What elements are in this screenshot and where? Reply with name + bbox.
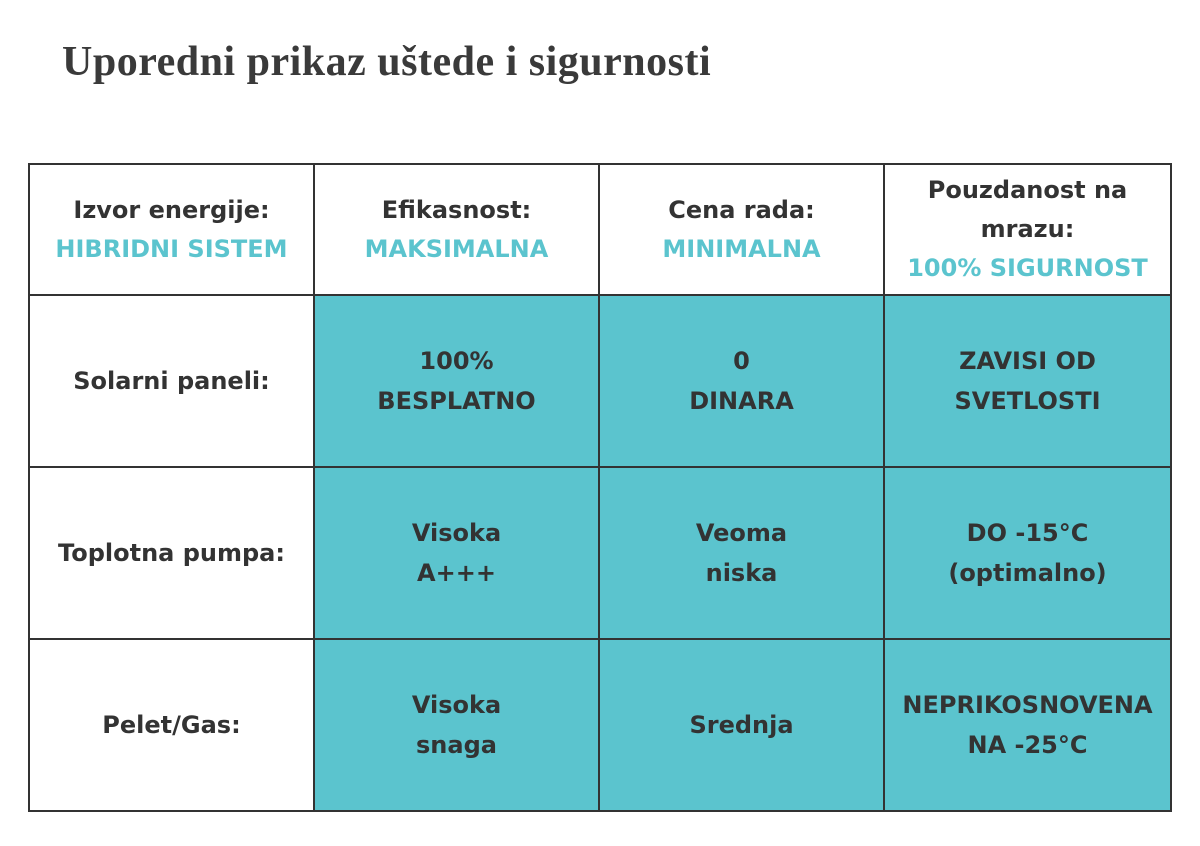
comparison-table [28, 163, 1172, 812]
cell-line: Visoka [411, 519, 502, 547]
header-value: 100% SIGURNOST [907, 254, 1148, 282]
cell-efikasnost [314, 467, 599, 639]
cell-line: (optimalno) [948, 559, 1107, 587]
cell-line: 0 [733, 347, 750, 375]
cell-line: Srednja [689, 711, 794, 739]
row-label: Pelet/Gas: [29, 639, 314, 811]
header-label: Efikasnost: [381, 195, 532, 224]
cell-line: snaga [416, 731, 497, 759]
header-label: Cena rada: [668, 195, 815, 224]
header-cell-izvor [29, 164, 314, 295]
cell-line: ZAVISI OD [959, 347, 1096, 375]
header-cell-efikasnost [314, 164, 599, 295]
header-value: MAKSIMALNA [364, 234, 549, 263]
header-cell-pouzdanost [884, 164, 1171, 295]
cell-line: niska [705, 559, 778, 587]
cell-line: NA -25°C [967, 731, 1088, 759]
row-label: Toplotna pumpa: [29, 467, 314, 639]
cell-line: A+++ [417, 559, 496, 587]
header-label-line: Pouzdanost na [927, 176, 1128, 204]
cell-cena [599, 639, 884, 811]
row-label: Solarni paneli: [29, 295, 314, 467]
table-row-solarni [29, 295, 1171, 467]
cell-cena [599, 467, 884, 639]
cell-cena [599, 295, 884, 467]
table-header-row [29, 164, 1171, 295]
cell-pouzdanost [884, 295, 1171, 467]
table-row-pelet [29, 639, 1171, 811]
header-label: Izvor energije: [73, 195, 270, 224]
page-title: Uporedni prikaz uštede i sigurnosti [62, 39, 712, 85]
header-cell-cena [599, 164, 884, 295]
header-label-line: mrazu: [980, 215, 1075, 243]
cell-efikasnost [314, 295, 599, 467]
cell-line: DO -15°C [966, 519, 1089, 547]
cell-line: DINARA [689, 387, 794, 415]
cell-line: BESPLATNO [377, 387, 536, 415]
table-row-toplotna [29, 467, 1171, 639]
cell-pouzdanost [884, 639, 1171, 811]
cell-line: SVETLOSTI [954, 387, 1101, 415]
cell-pouzdanost [884, 467, 1171, 639]
cell-line: Visoka [411, 691, 502, 719]
cell-efikasnost [314, 639, 599, 811]
header-value: HIBRIDNI SISTEM [55, 234, 288, 263]
cell-line: Veoma [695, 519, 788, 547]
header-value: MINIMALNA [662, 234, 821, 263]
cell-line: NEPRIKOSNOVENA [902, 691, 1153, 719]
cell-line: 100% [419, 347, 494, 375]
